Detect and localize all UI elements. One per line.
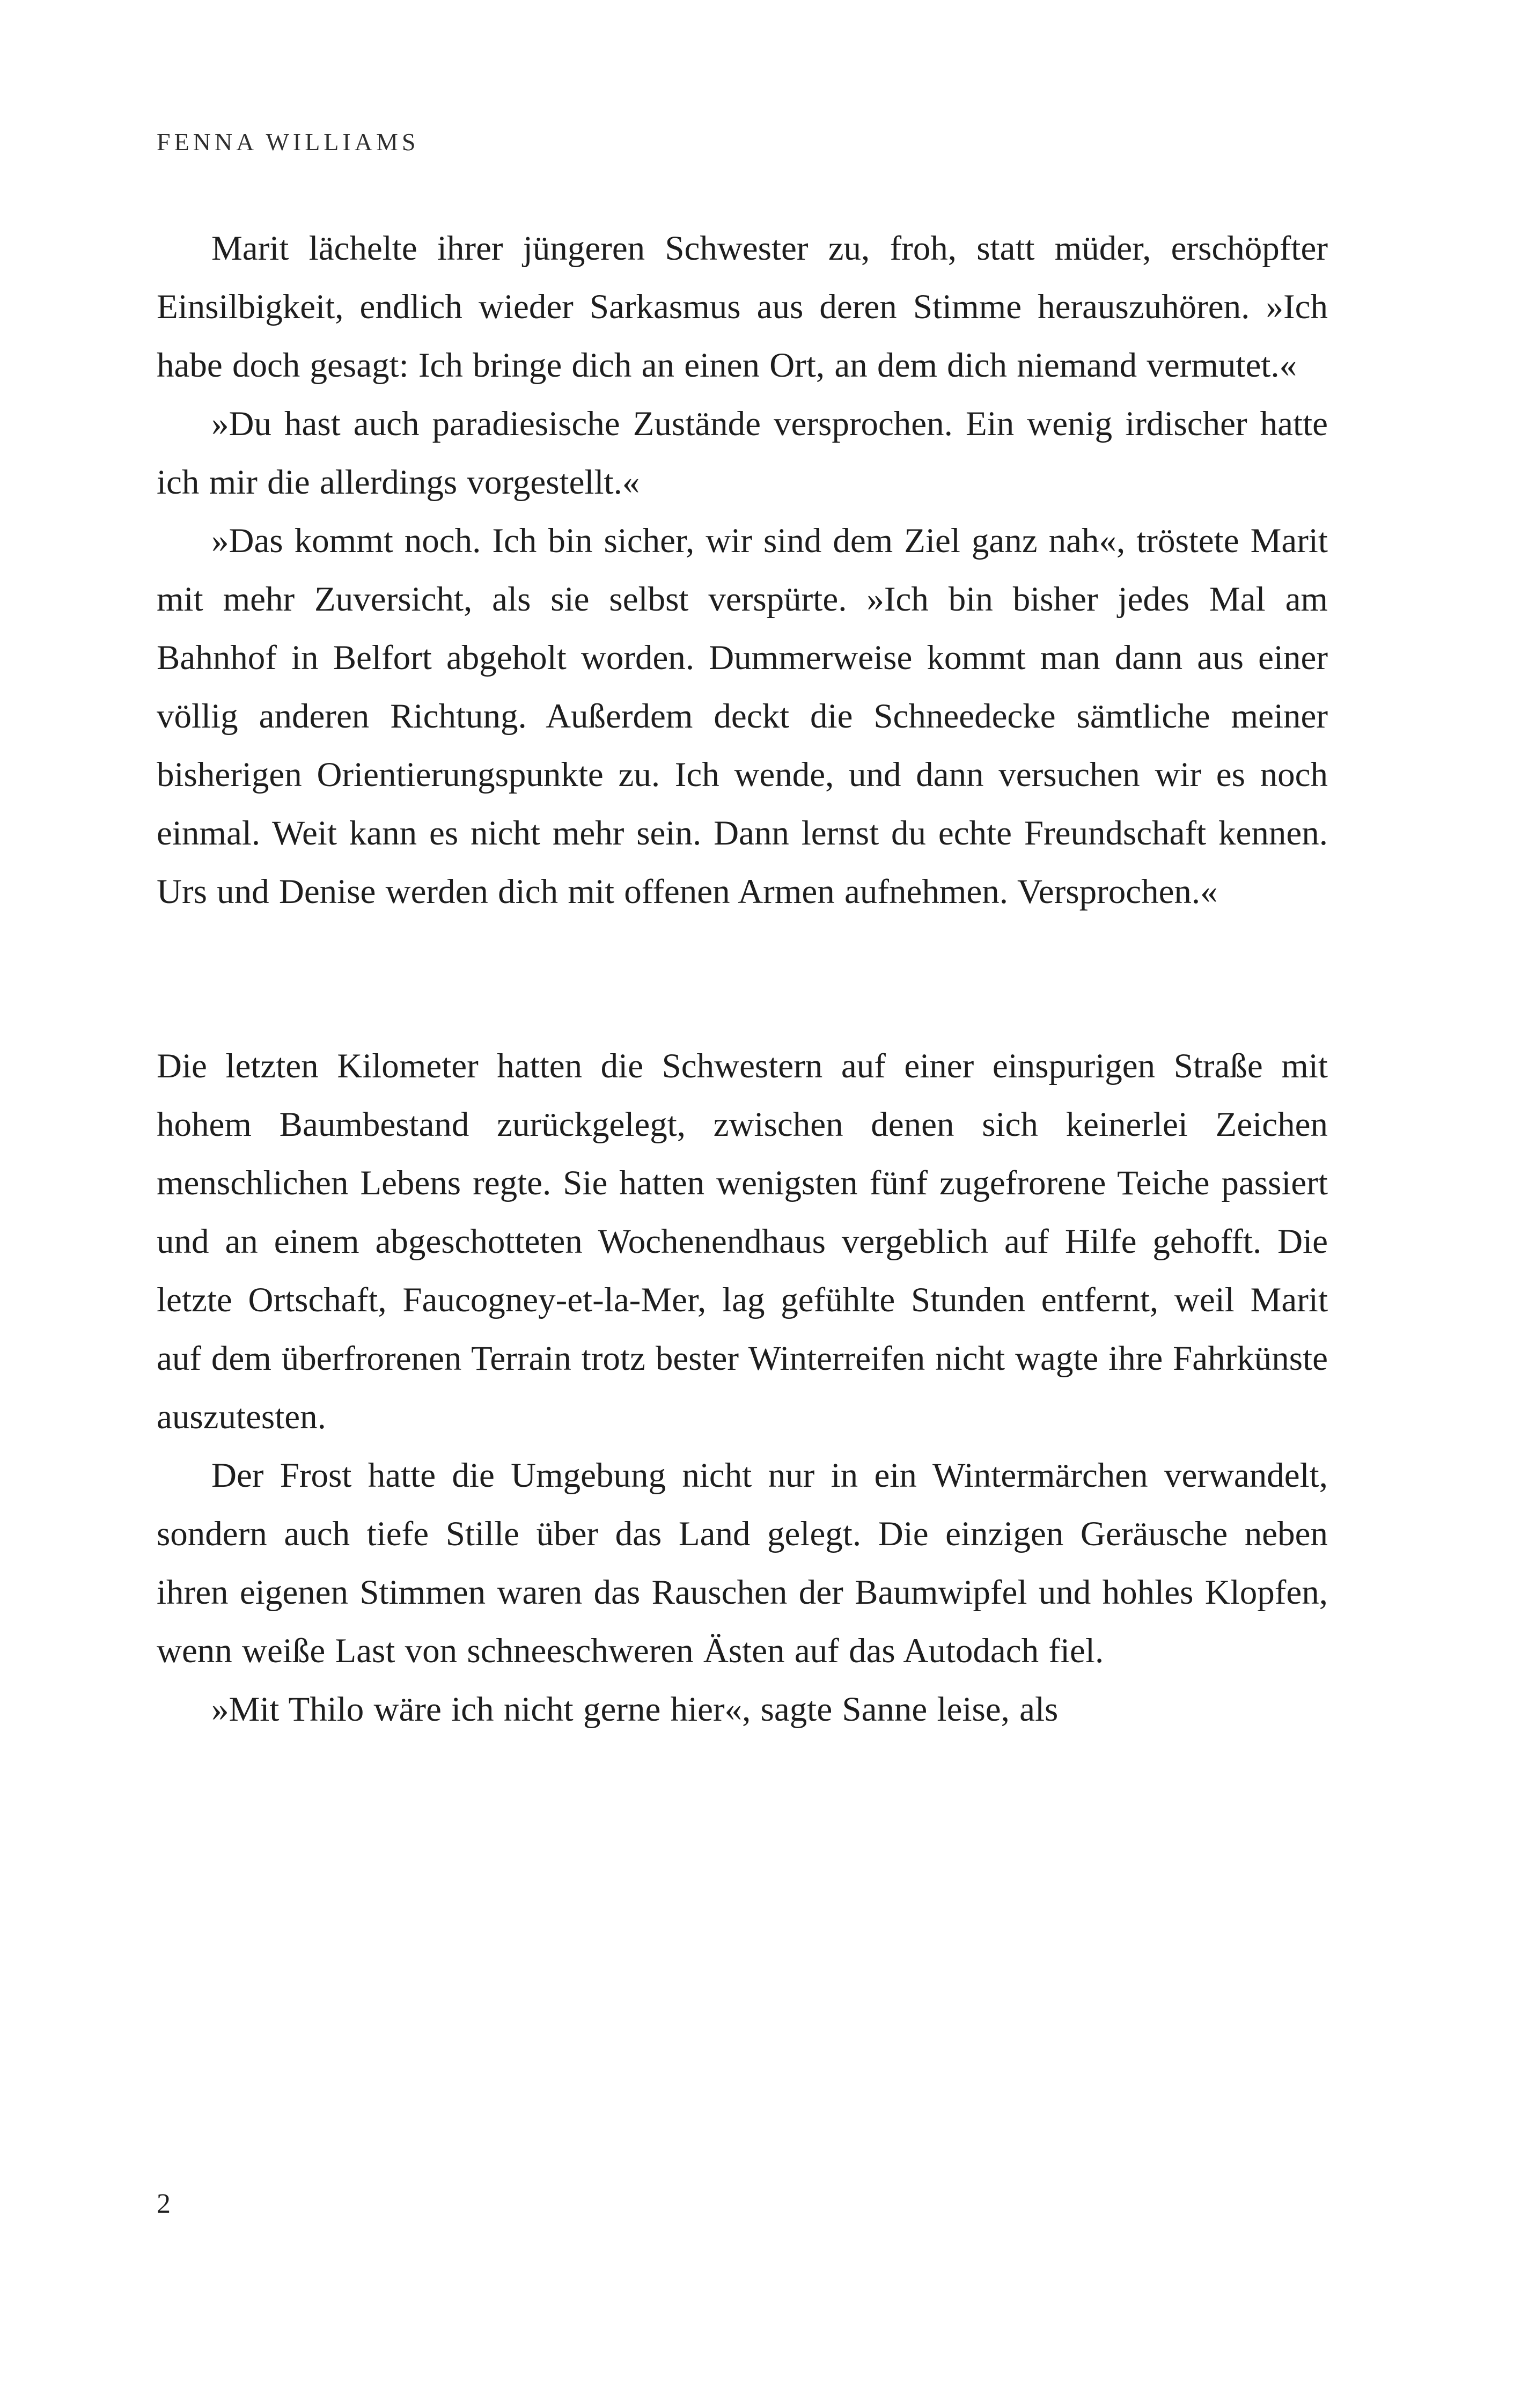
paragraph: »Du hast auch paradiesische Zustände versprochen. Ein wenig irdischer hatte ich mir die allerdings vorgestellt.« bbox=[157, 405, 1328, 502]
page-number: 2 bbox=[157, 2189, 171, 2219]
body-text bbox=[157, 219, 1328, 1739]
running-header-author: FENNA WILLIAMS bbox=[157, 128, 420, 156]
paragraph: Der Frost hatte die Umgebung nicht nur in ein Wintermärchen verwandelt, sondern auch tiefe Stille über das Land gelegt. Die einzigen Geräusche neben ihren eigenen Stimmen waren das Rauschen der Baumwipfel und hohles Klopfen, wenn weiße Last von schneeschweren Ästen auf das Autodach fiel. bbox=[157, 1456, 1328, 1670]
paragraph: Marit lächelte ihrer jüngeren Schwester zu, froh, statt müder, erschöpfter Einsilbigkeit, endlich wieder Sarkasmus aus deren Stimme herauszuhören. »Ich habe doch gesagt: Ich bringe dich an einen Ort, an dem dich niemand vermutet.« bbox=[157, 229, 1328, 385]
paragraph: »Das kommt noch. Ich bin sicher, wir sind dem Ziel ganz nah«, tröstete Marit mit mehr Zuversicht, als sie selbst verspürte. »Ich bin bisher jedes Mal am Bahnhof in Belfort abgeholt worden. Dummerweise kommt man dann aus einer völlig anderen Richtung. Außerdem deckt die Schneedecke sämtliche meiner bisherigen Orientierungspunkte zu. Ich wende, und dann versuchen wir es noch einmal. Weit kann es nicht mehr sein. Dann lernst du echte Freundschaft kennen. Urs und Denise werden dich mit offenen Armen aufnehmen. Versprochen.« bbox=[157, 522, 1328, 911]
paragraph-section-start: Die letzten Kilometer hatten die Schwestern auf einer einspurigen Straße mit hohem Baumbestand zurückgelegt, zwischen denen sich keinerlei Zeichen menschlichen Lebens regte. Sie hatten wenigsten fünf zugefrorene Teiche passiert und an einem abgeschotteten Wochenendhaus vergeblich auf Hilfe gehofft. Die letzte Ortschaft, Faucogney-et-la-Mer, lag gefühlte Stunden entfernt, weil Marit auf dem überfrorenen Terrain trotz bester Winterreifen nicht wagte ihre Fahrkünste auszutesten. bbox=[157, 1047, 1328, 1436]
paragraph: »Mit Thilo wäre ich nicht gerne hier«, sagte Sanne leise, als bbox=[211, 1690, 1059, 1729]
